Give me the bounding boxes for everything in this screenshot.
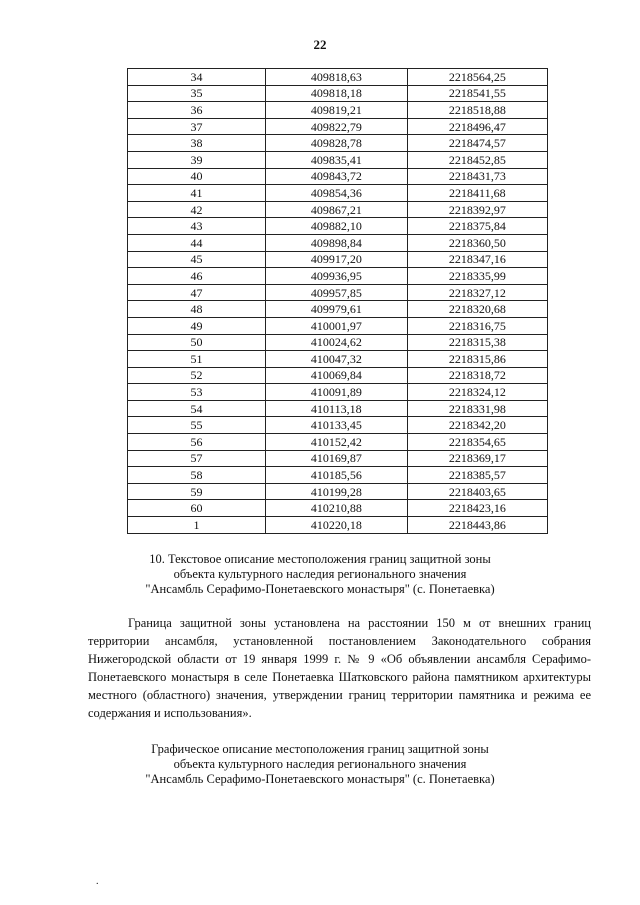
x-coordinate-cell: 409979,61 bbox=[266, 301, 408, 318]
y-coordinate-cell: 2218392,97 bbox=[407, 201, 547, 218]
table-row bbox=[128, 483, 548, 500]
x-coordinate-cell: 410199,28 bbox=[266, 483, 408, 500]
x-coordinate-cell: 410133,45 bbox=[266, 417, 408, 434]
section-10-heading-line-3: "Ансамбль Серафимо-Понетаевского монастыря" (с. Понетаевка) bbox=[145, 582, 495, 596]
x-coordinate-cell: 410169,87 bbox=[266, 450, 408, 467]
point-number-cell: 38 bbox=[128, 135, 266, 152]
table-row bbox=[128, 351, 548, 368]
x-coordinate-cell: 409819,21 bbox=[266, 102, 408, 119]
y-coordinate-cell: 2218331,98 bbox=[407, 400, 547, 417]
y-coordinate-cell: 2218324,12 bbox=[407, 384, 547, 401]
x-coordinate-cell: 409867,21 bbox=[266, 201, 408, 218]
y-coordinate-cell: 2218335,99 bbox=[407, 268, 547, 285]
section-10-heading-line-2: объекта культурного наследия регионального значения bbox=[173, 567, 467, 581]
y-coordinate-cell: 2218431,73 bbox=[407, 168, 547, 185]
x-coordinate-cell: 409917,20 bbox=[266, 251, 408, 268]
x-coordinate-cell: 410210,88 bbox=[266, 500, 408, 517]
point-number-cell: 37 bbox=[128, 118, 266, 135]
x-coordinate-cell: 409898,84 bbox=[266, 234, 408, 251]
point-number-cell: 53 bbox=[128, 384, 266, 401]
x-coordinate-cell: 409843,72 bbox=[266, 168, 408, 185]
x-coordinate-cell: 409835,41 bbox=[266, 151, 408, 168]
table-row bbox=[128, 517, 548, 534]
x-coordinate-cell: 409936,95 bbox=[266, 268, 408, 285]
x-coordinate-cell: 409882,10 bbox=[266, 218, 408, 235]
point-number-cell: 36 bbox=[128, 102, 266, 119]
y-coordinate-cell: 2218318,72 bbox=[407, 367, 547, 384]
table-row bbox=[128, 151, 548, 168]
x-coordinate-cell: 409822,79 bbox=[266, 118, 408, 135]
table-row bbox=[128, 284, 548, 301]
x-coordinate-cell: 410220,18 bbox=[266, 517, 408, 534]
y-coordinate-cell: 2218518,88 bbox=[407, 102, 547, 119]
x-coordinate-cell: 410113,18 bbox=[266, 400, 408, 417]
point-number-cell: 58 bbox=[128, 467, 266, 484]
y-coordinate-cell: 2218423,16 bbox=[407, 500, 547, 517]
x-coordinate-cell: 409957,85 bbox=[266, 284, 408, 301]
y-coordinate-cell: 2218320,68 bbox=[407, 301, 547, 318]
table-row bbox=[128, 317, 548, 334]
table-row bbox=[128, 185, 548, 202]
y-coordinate-cell: 2218347,16 bbox=[407, 251, 547, 268]
table-row bbox=[128, 135, 548, 152]
x-coordinate-cell: 410069,84 bbox=[266, 367, 408, 384]
table-row bbox=[128, 434, 548, 451]
graphic-heading-line-2: объекта культурного наследия регионального значения bbox=[173, 757, 467, 771]
point-number-cell: 60 bbox=[128, 500, 266, 517]
x-coordinate-cell: 410185,56 bbox=[266, 467, 408, 484]
table-row bbox=[128, 201, 548, 218]
y-coordinate-cell: 2218315,38 bbox=[407, 334, 547, 351]
point-number-cell: 51 bbox=[128, 351, 266, 368]
table-row bbox=[128, 384, 548, 401]
table-row bbox=[128, 467, 548, 484]
x-coordinate-cell: 410024,62 bbox=[266, 334, 408, 351]
point-number-cell: 57 bbox=[128, 450, 266, 467]
x-coordinate-cell: 410152,42 bbox=[266, 434, 408, 451]
y-coordinate-cell: 2218411,68 bbox=[407, 185, 547, 202]
table-row bbox=[128, 334, 548, 351]
section-10-heading-line-1: 10. Текстовое описание местоположения границ защитной зоны bbox=[149, 552, 491, 566]
x-coordinate-cell: 410047,32 bbox=[266, 351, 408, 368]
coordinates-table-body bbox=[128, 69, 548, 534]
table-row bbox=[128, 301, 548, 318]
point-number-cell: 45 bbox=[128, 251, 266, 268]
x-coordinate-cell: 409854,36 bbox=[266, 185, 408, 202]
coordinates-table bbox=[127, 68, 548, 534]
table-row bbox=[128, 450, 548, 467]
point-number-cell: 59 bbox=[128, 483, 266, 500]
protection-zone-paragraph: Граница защитной зоны установлена на расстоянии 150 м от внешних границ территории ансамбля, установленной постановлением Законодательного собрания Нижегородской области от 19 января 1999 г. № 9 «Об объявлении ансамбля Серафимо-Понетаевского монастыря в селе Понетаевка Шатковского района памятником архитектуры местного (областного) значения, утверждении границ территории памятника и режима ее содержания и использования». bbox=[88, 616, 591, 720]
x-coordinate-cell: 410091,89 bbox=[266, 384, 408, 401]
graphic-heading-line-3: "Ансамбль Серафимо-Понетаевского монастыря" (с. Понетаевка) bbox=[145, 772, 495, 786]
table-row bbox=[128, 69, 548, 86]
x-coordinate-cell: 409818,63 bbox=[266, 69, 408, 86]
table-row bbox=[128, 417, 548, 434]
table-row bbox=[128, 268, 548, 285]
point-number-cell: 56 bbox=[128, 434, 266, 451]
y-coordinate-cell: 2218564,25 bbox=[407, 69, 547, 86]
y-coordinate-cell: 2218496,47 bbox=[407, 118, 547, 135]
point-number-cell: 55 bbox=[128, 417, 266, 434]
graphic-description-heading bbox=[0, 742, 640, 787]
point-number-cell: 52 bbox=[128, 367, 266, 384]
y-coordinate-cell: 2218403,65 bbox=[407, 483, 547, 500]
point-number-cell: 46 bbox=[128, 268, 266, 285]
footer-mark: . bbox=[96, 876, 99, 887]
table-row bbox=[128, 85, 548, 102]
y-coordinate-cell: 2218541,55 bbox=[407, 85, 547, 102]
point-number-cell: 54 bbox=[128, 400, 266, 417]
point-number-cell: 47 bbox=[128, 284, 266, 301]
graphic-heading-line-1: Графическое описание местоположения границ защитной зоны bbox=[151, 742, 489, 756]
point-number-cell: 42 bbox=[128, 201, 266, 218]
table-row bbox=[128, 218, 548, 235]
point-number-cell: 39 bbox=[128, 151, 266, 168]
table-row bbox=[128, 367, 548, 384]
y-coordinate-cell: 2218327,12 bbox=[407, 284, 547, 301]
table-row bbox=[128, 500, 548, 517]
point-number-cell: 1 bbox=[128, 517, 266, 534]
section-10-heading bbox=[0, 552, 640, 597]
page-number: 22 bbox=[313, 37, 327, 52]
y-coordinate-cell: 2218375,84 bbox=[407, 218, 547, 235]
table-row bbox=[128, 168, 548, 185]
y-coordinate-cell: 2218354,65 bbox=[407, 434, 547, 451]
table-row bbox=[128, 102, 548, 119]
x-coordinate-cell: 410001,97 bbox=[266, 317, 408, 334]
y-coordinate-cell: 2218474,57 bbox=[407, 135, 547, 152]
y-coordinate-cell: 2218452,85 bbox=[407, 151, 547, 168]
y-coordinate-cell: 2218443,86 bbox=[407, 517, 547, 534]
point-number-cell: 49 bbox=[128, 317, 266, 334]
y-coordinate-cell: 2218385,57 bbox=[407, 467, 547, 484]
point-number-cell: 35 bbox=[128, 85, 266, 102]
x-coordinate-cell: 409828,78 bbox=[266, 135, 408, 152]
y-coordinate-cell: 2218360,50 bbox=[407, 234, 547, 251]
point-number-cell: 34 bbox=[128, 69, 266, 86]
y-coordinate-cell: 2218316,75 bbox=[407, 317, 547, 334]
table-row bbox=[128, 400, 548, 417]
table-row bbox=[128, 251, 548, 268]
point-number-cell: 43 bbox=[128, 218, 266, 235]
table-row bbox=[128, 118, 548, 135]
point-number-cell: 40 bbox=[128, 168, 266, 185]
x-coordinate-cell: 409818,18 bbox=[266, 85, 408, 102]
point-number-cell: 41 bbox=[128, 185, 266, 202]
point-number-cell: 44 bbox=[128, 234, 266, 251]
point-number-cell: 48 bbox=[128, 301, 266, 318]
y-coordinate-cell: 2218342,20 bbox=[407, 417, 547, 434]
table-row bbox=[128, 234, 548, 251]
y-coordinate-cell: 2218315,86 bbox=[407, 351, 547, 368]
point-number-cell: 50 bbox=[128, 334, 266, 351]
y-coordinate-cell: 2218369,17 bbox=[407, 450, 547, 467]
